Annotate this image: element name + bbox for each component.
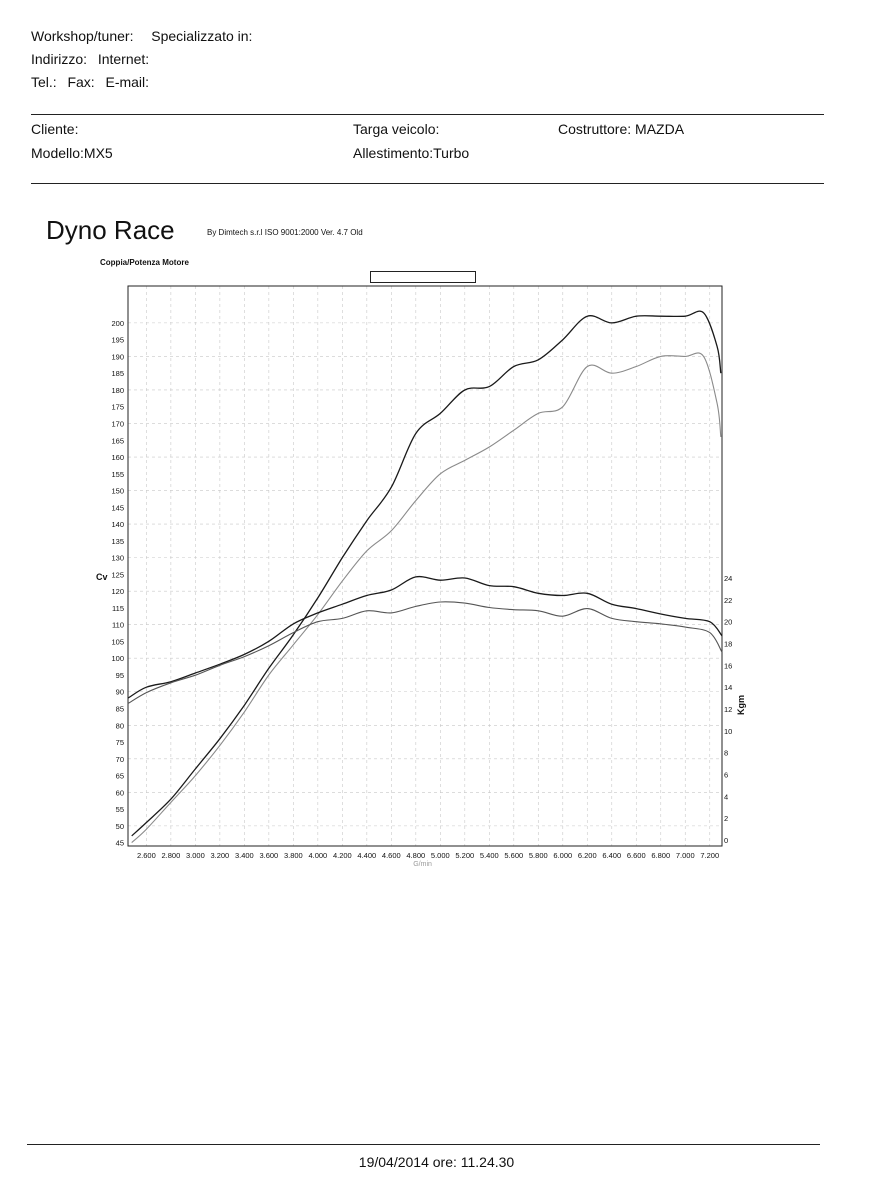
y-tick-label: 160	[111, 453, 124, 463]
chart-title: Coppia/Potenza Motore	[100, 258, 189, 267]
torque-curve-1	[128, 577, 722, 699]
y-tick-label: 120	[111, 587, 124, 597]
y-tick-label: 190	[111, 352, 124, 362]
y-tick-label: 155	[111, 469, 124, 479]
indirizzo-label: Indirizzo:	[31, 51, 88, 67]
y2-tick-label: 0	[724, 836, 729, 845]
footer-divider	[27, 1144, 820, 1145]
y-tick-label: 100	[111, 654, 124, 664]
y-tick-label: 150	[111, 486, 124, 496]
tel-label: Tel.:	[31, 74, 57, 90]
x-tick-label: 7.000	[675, 851, 695, 860]
y-tick-label: 145	[111, 503, 124, 513]
x-tick-label: 5.400	[479, 851, 499, 860]
x-tick-label: 3.600	[259, 851, 279, 860]
y-tick-label: 95	[115, 670, 124, 680]
y-tick-label: 165	[111, 436, 124, 446]
workshop-label: Workshop/tuner:	[31, 28, 134, 44]
y-tick-label: 130	[111, 553, 124, 563]
y2-tick-label: 24	[724, 574, 733, 583]
email-label: E-mail:	[105, 74, 150, 90]
y-tick-label: 45	[115, 838, 124, 848]
y2-tick-label: 16	[724, 661, 733, 671]
y-tick-label: 70	[115, 754, 124, 764]
specializzato-label: Specializzato in:	[151, 28, 253, 44]
x-tick-label: 5.200	[455, 851, 475, 860]
fax-label: Fax:	[67, 74, 95, 90]
y-tick-label: 200	[111, 318, 124, 328]
y2-tick-label: 12	[724, 705, 733, 714]
x-tick-label: 3.800	[283, 851, 303, 860]
y-tick-label: 50	[115, 821, 124, 831]
x-tick-label: 4.200	[332, 851, 352, 860]
allestimento-label: Allestimento:Turbo	[353, 145, 470, 161]
x-tick-label: 5.600	[504, 851, 524, 860]
y2-tick-label: 22	[724, 595, 733, 605]
y-tick-label: 170	[111, 419, 124, 429]
y-tick-label: 125	[111, 570, 124, 580]
y-tick-label: 140	[111, 520, 124, 530]
costruttore-label: Costruttore: MAZDA	[558, 121, 685, 137]
x-tick-label: 4.600	[381, 851, 401, 860]
y-tick-label: 135	[111, 536, 124, 546]
y2-tick-label: 2	[724, 814, 729, 824]
plot-frame	[128, 286, 722, 846]
y2-tick-label: 4	[724, 792, 729, 802]
y2-tick-label: 6	[724, 770, 729, 780]
y-tick-label: 110	[112, 620, 124, 630]
y-tick-label: 80	[115, 721, 124, 731]
x-tick-label: 6.400	[602, 851, 622, 860]
x-tick-label: 3.000	[185, 851, 205, 860]
targa-label: Targa veicolo:	[353, 121, 440, 137]
x-tick-label: 6.000	[553, 851, 573, 860]
cliente-label: Cliente:	[31, 121, 79, 137]
y-tick-label: 115	[112, 603, 124, 613]
y2-tick-label: 10	[724, 726, 733, 736]
y2-tick-label: 18	[724, 639, 733, 649]
x-tick-label: 4.400	[357, 851, 377, 860]
y-tick-label: 55	[115, 805, 124, 815]
y-tick-label: 60	[115, 788, 124, 798]
y-axis-label: Cv	[96, 572, 108, 582]
x-tick-label: 4.000	[308, 851, 328, 860]
x-tick-label: 6.200	[577, 851, 597, 860]
y-tick-label: 185	[111, 369, 124, 379]
x-tick-label: 3.200	[210, 851, 230, 860]
brand-subtitle: By Dimtech s.r.l ISO 9001:2000 Ver. 4.7 Old	[207, 228, 363, 237]
y-tick-label: 75	[115, 738, 124, 748]
brand-title: Dyno Race	[46, 215, 175, 245]
y2-tick-label: 8	[724, 748, 729, 758]
x-tick-label: 3.400	[234, 851, 254, 860]
x-tick-label: 7.200	[700, 851, 720, 860]
y2-tick-label: 14	[724, 683, 733, 693]
y-tick-label: 180	[111, 385, 124, 395]
x-tick-label: 4.800	[406, 851, 426, 860]
modello-label: Modello:MX5	[31, 145, 113, 161]
internet-label: Internet:	[97, 51, 150, 67]
x-axis-label: G/min	[413, 861, 432, 868]
y-tick-label: 105	[111, 637, 124, 647]
torque-curve-2	[128, 602, 722, 704]
y-tick-label: 195	[111, 335, 124, 345]
y-tick-label: 65	[115, 771, 124, 781]
x-tick-label: 2.600	[136, 851, 156, 860]
x-tick-label: 6.800	[651, 851, 671, 860]
x-tick-label: 6.600	[626, 851, 646, 860]
y-tick-label: 90	[115, 687, 124, 697]
footer-timestamp: 19/04/2014 ore: 11.24.30	[358, 1154, 515, 1170]
y-tick-label: 175	[111, 402, 124, 412]
y2-tick-label: 20	[724, 617, 733, 627]
y2-axis-label: Kgm	[736, 695, 746, 715]
x-tick-label: 5.800	[528, 851, 548, 860]
x-tick-label: 2.800	[161, 851, 181, 860]
x-tick-label: 5.000	[430, 851, 450, 860]
y-tick-label: 85	[115, 704, 124, 714]
